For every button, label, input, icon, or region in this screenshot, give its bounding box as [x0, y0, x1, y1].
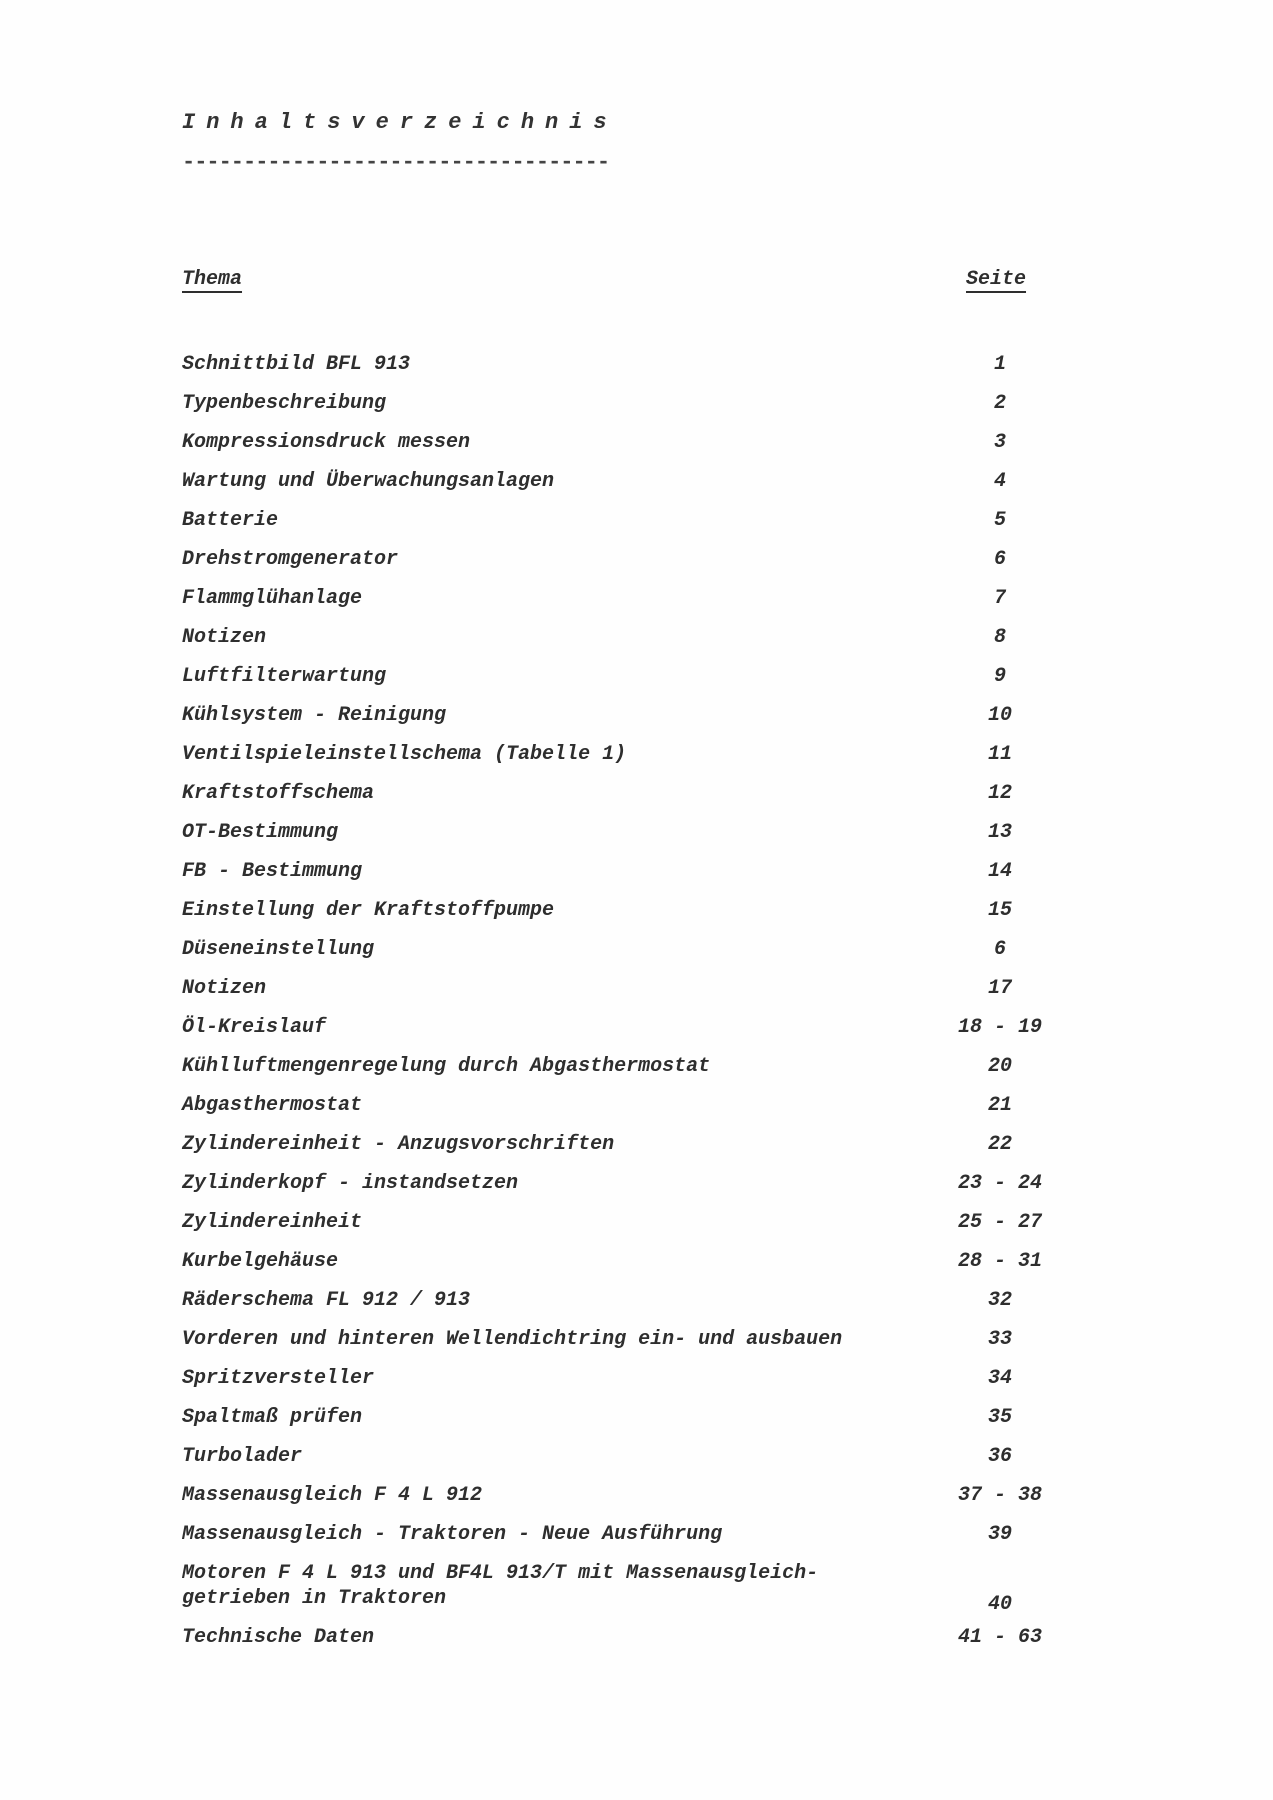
toc-entry-page: 14: [987, 860, 1012, 883]
toc-entry-topic: Turbolader: [182, 1445, 303, 1468]
toc-entry: [182, 1047, 1082, 1086]
toc-entry-topic: Spaltmaß prüfen: [182, 1406, 363, 1429]
toc-entry-page: 9: [993, 665, 1006, 688]
toc-entry-topic: Notizen: [182, 977, 267, 1000]
toc-entry-page: 39: [987, 1523, 1012, 1546]
toc-entry-topic: Wartung und Überwachungsanlagen: [182, 470, 555, 493]
toc-entry: [182, 1242, 1082, 1281]
toc-entry: [182, 540, 1082, 579]
column-header-page: Seite: [966, 268, 1027, 291]
toc-entry-topic: Kurbelgehäuse: [182, 1250, 339, 1273]
toc-entry: [182, 1125, 1082, 1164]
toc-entry: [182, 1008, 1082, 1047]
toc-entry-topic: Motoren F 4 L 913 und BF4L 913/T mit Massenausgleich- getrieben in Traktoren: [182, 1562, 819, 1610]
toc-entry-topic: Kühlsystem - Reinigung: [182, 704, 447, 727]
toc-entry: [182, 930, 1082, 969]
toc-entry-topic: Notizen: [182, 626, 267, 649]
toc-entry-page: 37 - 38: [957, 1484, 1042, 1507]
toc-entry-page: 22: [987, 1133, 1012, 1156]
toc-entry: [182, 774, 1082, 813]
toc-entry-topic: Flammglühanlage: [182, 587, 363, 610]
toc-entry-page: 34: [987, 1367, 1012, 1390]
toc-entry: [182, 1398, 1082, 1437]
toc-entry-topic: Zylinderkopf - instandsetzen: [182, 1172, 519, 1195]
table-of-contents: [182, 345, 1082, 1657]
toc-entry-topic: Kraftstoffschema: [182, 782, 375, 805]
toc-entry: [182, 813, 1082, 852]
toc-entry-page: 35: [987, 1406, 1012, 1429]
toc-entry-topic: Räderschema FL 912 / 913: [182, 1289, 471, 1312]
toc-entry-page: 7: [993, 587, 1006, 610]
toc-entry: [182, 852, 1082, 891]
toc-entry-page: 21: [987, 1094, 1012, 1117]
toc-entry: [182, 1437, 1082, 1476]
toc-entry-topic: Technische Daten: [182, 1626, 375, 1649]
toc-entry-page: 25 - 27: [957, 1211, 1042, 1234]
toc-entry: [182, 1320, 1082, 1359]
toc-entry-page: 6: [993, 938, 1006, 961]
toc-entry: [182, 618, 1082, 657]
toc-entry: [182, 969, 1082, 1008]
toc-entry-topic: Vorderen und hinteren Wellendichtring ein- und ausbauen: [182, 1328, 843, 1351]
toc-entry: [182, 345, 1082, 384]
toc-entry-page: 36: [987, 1445, 1012, 1468]
toc-entry: [182, 1618, 1082, 1657]
toc-entry-topic: Luftfilterwartung: [182, 665, 387, 688]
toc-entry: [182, 384, 1082, 423]
toc-entry-page: 4: [993, 470, 1006, 493]
toc-entry-topic: Spritzversteller: [182, 1367, 375, 1390]
toc-entry-topic: Abgasthermostat: [182, 1094, 363, 1117]
toc-entry-page: 23 - 24: [957, 1172, 1042, 1195]
column-header-topic: Thema: [182, 268, 243, 291]
toc-entry: [182, 1515, 1082, 1554]
toc-entry-topic: Kompressionsdruck messen: [182, 431, 471, 454]
toc-entry: [182, 462, 1082, 501]
toc-entry-page: 12: [987, 782, 1012, 805]
toc-entry: [182, 1203, 1082, 1242]
toc-entry: [182, 1554, 1082, 1618]
toc-entry: [182, 1476, 1082, 1515]
toc-entry: [182, 1086, 1082, 1125]
toc-entry: [182, 1281, 1082, 1320]
toc-entry: [182, 579, 1082, 618]
title-underline: -----------------------------------: [182, 150, 610, 175]
toc-entry-topic: Zylindereinheit - Anzugsvorschriften: [182, 1133, 615, 1156]
toc-entry-topic: Einstellung der Kraftstoffpumpe: [182, 899, 555, 922]
toc-entry: [182, 891, 1082, 930]
toc-entry-page: 11: [987, 743, 1012, 766]
document-title: Inhaltsverzeichnis: [182, 110, 618, 135]
toc-entry-topic: Zylindereinheit: [182, 1211, 363, 1234]
toc-entry-topic: Typenbeschreibung: [182, 392, 387, 415]
toc-entry-topic: OT-Bestimmung: [182, 821, 339, 844]
toc-entry: [182, 1164, 1082, 1203]
toc-entry-topic: Drehstromgenerator: [182, 548, 399, 571]
toc-entry-topic: Öl-Kreislauf: [182, 1016, 327, 1039]
toc-entry-page: 8: [993, 626, 1006, 649]
toc-entry-page: 6: [993, 548, 1006, 571]
toc-entry: [182, 423, 1082, 462]
toc-entry-page: 33: [987, 1328, 1012, 1351]
toc-entry-page: 40: [987, 1593, 1012, 1616]
toc-entry-topic: FB - Bestimmung: [182, 860, 363, 883]
toc-entry-page: 3: [993, 431, 1006, 454]
toc-entry-topic: Massenausgleich F 4 L 912: [182, 1484, 483, 1507]
toc-entry-page: 13: [987, 821, 1012, 844]
toc-entry-page: 15: [987, 899, 1012, 922]
toc-entry-page: 18 - 19: [957, 1016, 1042, 1039]
toc-entry-page: 1: [993, 353, 1006, 376]
toc-entry-page: 17: [987, 977, 1012, 1000]
toc-entry: [182, 501, 1082, 540]
toc-entry: [182, 696, 1082, 735]
toc-entry-topic: Kühlluftmengenregelung durch Abgasthermostat: [182, 1055, 711, 1078]
toc-entry-page: 5: [993, 509, 1006, 532]
toc-entry: [182, 657, 1082, 696]
toc-entry-page: 20: [987, 1055, 1012, 1078]
toc-entry-topic: Massenausgleich - Traktoren - Neue Ausführung: [182, 1523, 723, 1546]
toc-entry-page: 10: [987, 704, 1012, 727]
toc-entry-topic: Schnittbild BFL 913: [182, 353, 411, 376]
toc-entry-topic: Ventilspieleinstellschema (Tabelle 1): [182, 743, 627, 766]
toc-entry-topic: Düseneinstellung: [182, 938, 375, 961]
toc-entry: [182, 1359, 1082, 1398]
toc-entry-page: 2: [993, 392, 1006, 415]
toc-entry-topic: Batterie: [182, 509, 279, 532]
toc-entry-page: 32: [987, 1289, 1012, 1312]
toc-entry-page: 41 - 63: [957, 1626, 1042, 1649]
toc-entry-page: 28 - 31: [957, 1250, 1042, 1273]
toc-entry: [182, 735, 1082, 774]
